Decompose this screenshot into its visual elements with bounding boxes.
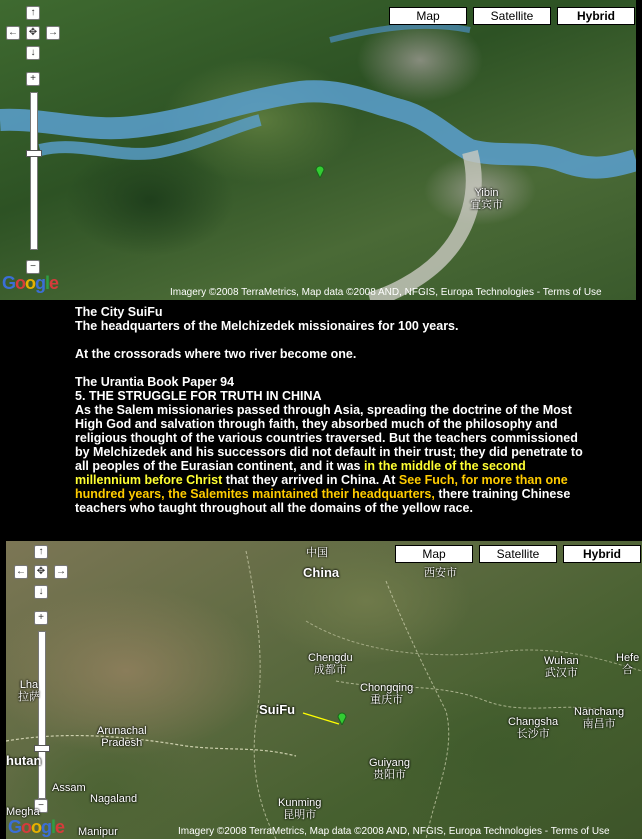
city-label-changsha: Changsha 长沙市: [508, 716, 559, 740]
city-label-chengdu: Chengdu 成都市: [308, 652, 353, 676]
pan-up-icon[interactable]: ↑: [34, 545, 48, 559]
city-label-guiyang: Guiyang 贵阳市: [369, 757, 410, 781]
map-type-hybrid-button[interactable]: Hybrid: [557, 7, 635, 25]
city-label-lhasa: Lha 拉萨: [18, 679, 40, 703]
map-type-hybrid-button[interactable]: Hybrid: [563, 545, 641, 563]
city-label-xian: 西安市: [424, 567, 457, 579]
region-label-assam: Assam: [52, 782, 86, 794]
pan-right-icon[interactable]: →: [48, 27, 58, 38]
terms-of-use-link[interactable]: Terms of Use: [550, 826, 610, 837]
article-body: As the Salem missionaries passed through Asia, spreading the doctrine of the Most High God and salvation through faith, they absorbed much of the philosophy and religious thought of the various countries traversed. But the teachers commissioned by Melchizedek and his successors did not default in their trust; they did penetrate to all peoples of the Eurasian continent, and it was in the middle of the second millennium before Christ that they arrived in China. At See Fuch, for more than one hundred years, the Salemites maintained their headquarters, there training Chinese teachers who taught throughout all the domains of the yellow race.: [75, 403, 583, 515]
label-china-cn: 中国: [306, 547, 328, 559]
zoom-slider[interactable]: [30, 92, 38, 250]
zoom-out-icon[interactable]: −: [26, 260, 40, 274]
city-label-yibin: Yibin 宜宾市: [470, 187, 503, 211]
map-type-satellite-button[interactable]: Satellite: [479, 545, 557, 563]
map-top[interactable]: [0, 0, 636, 300]
city-label-chongqing: Chongqing 重庆市: [360, 682, 414, 706]
highlight-text: in the middle of the second millennium before Christ: [75, 459, 526, 487]
map-copyright: Imagery ©2008 TerraMetrics, Map data ©2008 AND, NFGIS, Europa Technologies - Terms of Use: [178, 826, 610, 837]
location-pin-icon[interactable]: [315, 164, 325, 178]
pan-control: [12, 545, 72, 605]
city-label-kunming: Kunming 昆明市: [278, 797, 322, 821]
city-label-hefei: Hefe 合: [616, 652, 640, 676]
highlight-text: See Fuch, for more than one hundred years, the Salemites maintained their headquarters,: [75, 473, 568, 501]
location-pin-icon[interactable]: [337, 711, 347, 725]
pan-left-icon[interactable]: ←: [16, 566, 26, 577]
map-bottom[interactable]: [6, 541, 642, 839]
article-note: At the crossorads where two river become one.: [75, 347, 357, 361]
region-label-manipur: Manipur: [78, 826, 118, 838]
zoom-slider-thumb[interactable]: [34, 745, 50, 752]
map-type-control: [389, 545, 641, 563]
city-label-suifu: SuiFu: [259, 702, 296, 717]
article-title: The City SuiFu: [75, 305, 163, 319]
city-label-nanchang: Nanchang 南昌市: [574, 706, 625, 730]
pan-left-icon[interactable]: ←: [8, 27, 18, 38]
pan-down-icon[interactable]: ↓: [26, 46, 40, 60]
river-yangtze: [0, 0, 636, 300]
article-section: 5. THE STRUGGLE FOR TRUTH IN CHINA: [75, 389, 322, 403]
city-label-wuhan: Wuhan 武汉市: [544, 655, 579, 679]
pan-center-icon[interactable]: ✥: [34, 565, 48, 579]
region-label-arunachal: Arunachal Pradesh: [97, 725, 147, 749]
pan-down-icon[interactable]: ↓: [34, 585, 48, 599]
map-copyright: Imagery ©2008 TerraMetrics, Map data ©2008 AND, NFGIS, Europa Technologies - Terms of Use: [170, 287, 602, 298]
zoom-in-icon[interactable]: +: [26, 72, 40, 86]
google-logo[interactable]: Google: [8, 817, 65, 837]
zoom-in-icon[interactable]: +: [34, 611, 48, 625]
article-source: The Urantia Book Paper 94: [75, 375, 235, 389]
map-type-map-button[interactable]: Map: [389, 7, 467, 25]
pan-right-icon[interactable]: →: [56, 566, 66, 577]
pan-control: [4, 6, 64, 66]
terms-of-use-link[interactable]: Terms of Use: [542, 287, 602, 298]
region-label-bhutan: hutan: [6, 753, 42, 768]
pan-center-icon[interactable]: ✥: [26, 26, 40, 40]
article: [75, 305, 595, 515]
zoom-slider-thumb[interactable]: [26, 150, 42, 157]
pan-up-icon[interactable]: ↑: [26, 6, 40, 20]
region-label-nagaland: Nagaland: [90, 793, 138, 805]
article-subtitle: The headquarters of the Melchizedek missionaires for 100 years.: [75, 319, 459, 333]
map-type-control: [383, 7, 635, 25]
label-china: China: [303, 565, 340, 580]
map-type-map-button[interactable]: Map: [395, 545, 473, 563]
google-logo[interactable]: Google: [2, 273, 59, 293]
zoom-slider[interactable]: [38, 631, 46, 799]
zoom-out-icon[interactable]: −: [34, 799, 48, 813]
map-type-satellite-button[interactable]: Satellite: [473, 7, 551, 25]
region-label-meghalaya: Megha: [6, 806, 40, 818]
